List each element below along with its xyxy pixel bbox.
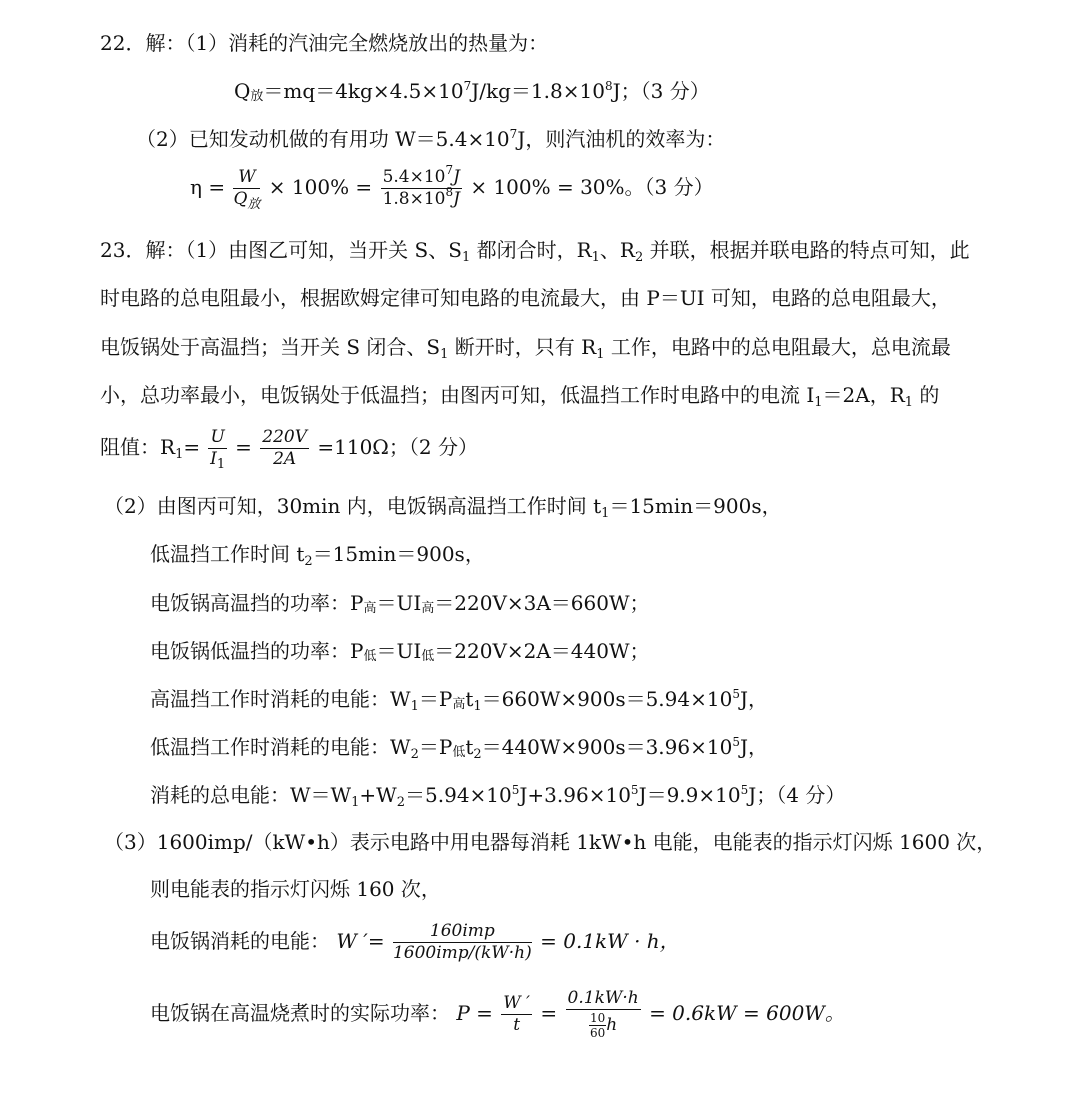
power-fraction-2: 0.1kW·h $\frac{10}{60}$ h (567, 988, 639, 1040)
q23-part2-line-3: 电饭锅高温挡的功率：P高＝UI高＝220V×3A＝660W； (150, 591, 650, 616)
resistance-fraction-2: $\frac{220V}{2A}$ (262, 427, 308, 469)
q23-part2-line-7: 消耗的总电能：$W=W_1+W_2=5.94\times 10^5J+3.96\times 10^5J=9.9\times 10^5J$；（4 分） (150, 783, 846, 810)
q23-part2-line-1: （2）由图丙可知，30min 内，电饭锅高温挡工作时间 $t_1=15\min=900s$， (104, 494, 782, 521)
q23-part3-power-line: 电饭锅在高温烧煮时的实际功率： P = $\frac{W '}{t}$ = 0.1kW·h $\frac{10}{60}$ h = 0.6kW = 600W。 (150, 988, 845, 1040)
q23-line-4: 小，总功率最小，电饭锅处于低温挡；由图丙可知，低温挡工作时电路中的电流 $I_1=2A$，$R_1$ 的 (100, 383, 940, 410)
q22-part2: （2）已知发动机做的有用功 $W=5.4\times 10^7J$，则汽油机的效率为： (136, 127, 726, 151)
resistance-fraction-1: $\frac{U}{I_1}$ (210, 427, 226, 472)
q22-title: 22．解：（1）消耗的汽油完全燃烧放出的热量为： (100, 31, 549, 55)
q23-part2-line-2: 低温挡工作时间 $t_2=15\min=900s$， (150, 542, 485, 569)
q23-part2-line-4: 电饭锅低温挡的功率：P低＝UI低＝220V×2A＝440W； (150, 639, 650, 664)
eta-fraction-1: $\frac{W}{Q_放}$ (233, 167, 261, 212)
eta-fraction-2: $\frac{5.4\times 10^7J}{1.8\times 10^8J}$ (382, 163, 460, 209)
q23-part3-energy-line: 电饭锅消耗的电能： W ′= $\frac{\text{160imp}}{\text{1600imp/(kW·h)}}$ = 0.1kW · h， (150, 921, 680, 963)
q23-line-3: 电饭锅处于高温挡；当开关 S 闭合、$S_1$ 断开时，只有 $R_1$ 工作，电路中的总电阻最大，总电流最 (100, 335, 951, 362)
q23-part2-line-5: 高温挡工作时消耗的电能：$W_1=P$高$t_1=660W\times 900s=5.94\times 10^5J$， (150, 687, 768, 714)
power-fraction-1: $\frac{W '}{t}$ (503, 993, 531, 1035)
energy-fraction: $\frac{\text{160imp}}{\text{1600imp/(kW·h)}}$ (392, 921, 532, 963)
q23-part3-line-1: （3）1600imp/（kW•h）表示电路中用电器每消耗 1kW•h 电能，电能表的指示灯闪烁 1600 次， (104, 830, 997, 854)
q23-resistance-line: 阻值：$R_1=$ $\frac{U}{I_1}$ = $\frac{220V}{2A}$ =110Ω；（2 分） (100, 427, 478, 472)
q22-efficiency-equation: η = $\frac{W}{Q_放}$ × 100% = $\frac{5.4\times 10^7J}{1.8\times 10^8J}$ × 100% = 30%。（3 分） (190, 163, 714, 212)
q23-line-1: 23．解：（1）由图乙可知，当开关 S、$S_1$ 都闭合时，$R_1$、$R_2$ 并联，根据并联电路的特点可知，此 (100, 238, 970, 265)
q23-part3-line-2: 则电能表的指示灯闪烁 160 次， (150, 877, 441, 901)
q23-part2-line-6: 低温挡工作时消耗的电能：$W_2=P$低$t_2=440W\times 900s=3.96\times 10^5J$， (150, 735, 768, 762)
q22-q-equation: Q放$=mq=4kg\times 4.5\times 10^7J/kg=1.8\times 10^8J$；（3 分） (234, 79, 710, 104)
q23-line-2: 时电路的总电阻最小，根据欧姆定律可知电路的电流最大，由 P＝UI 可知，电路的总电阻最大， (100, 286, 951, 310)
time-fraction: $\frac{10}{60}$ (590, 1011, 606, 1040)
